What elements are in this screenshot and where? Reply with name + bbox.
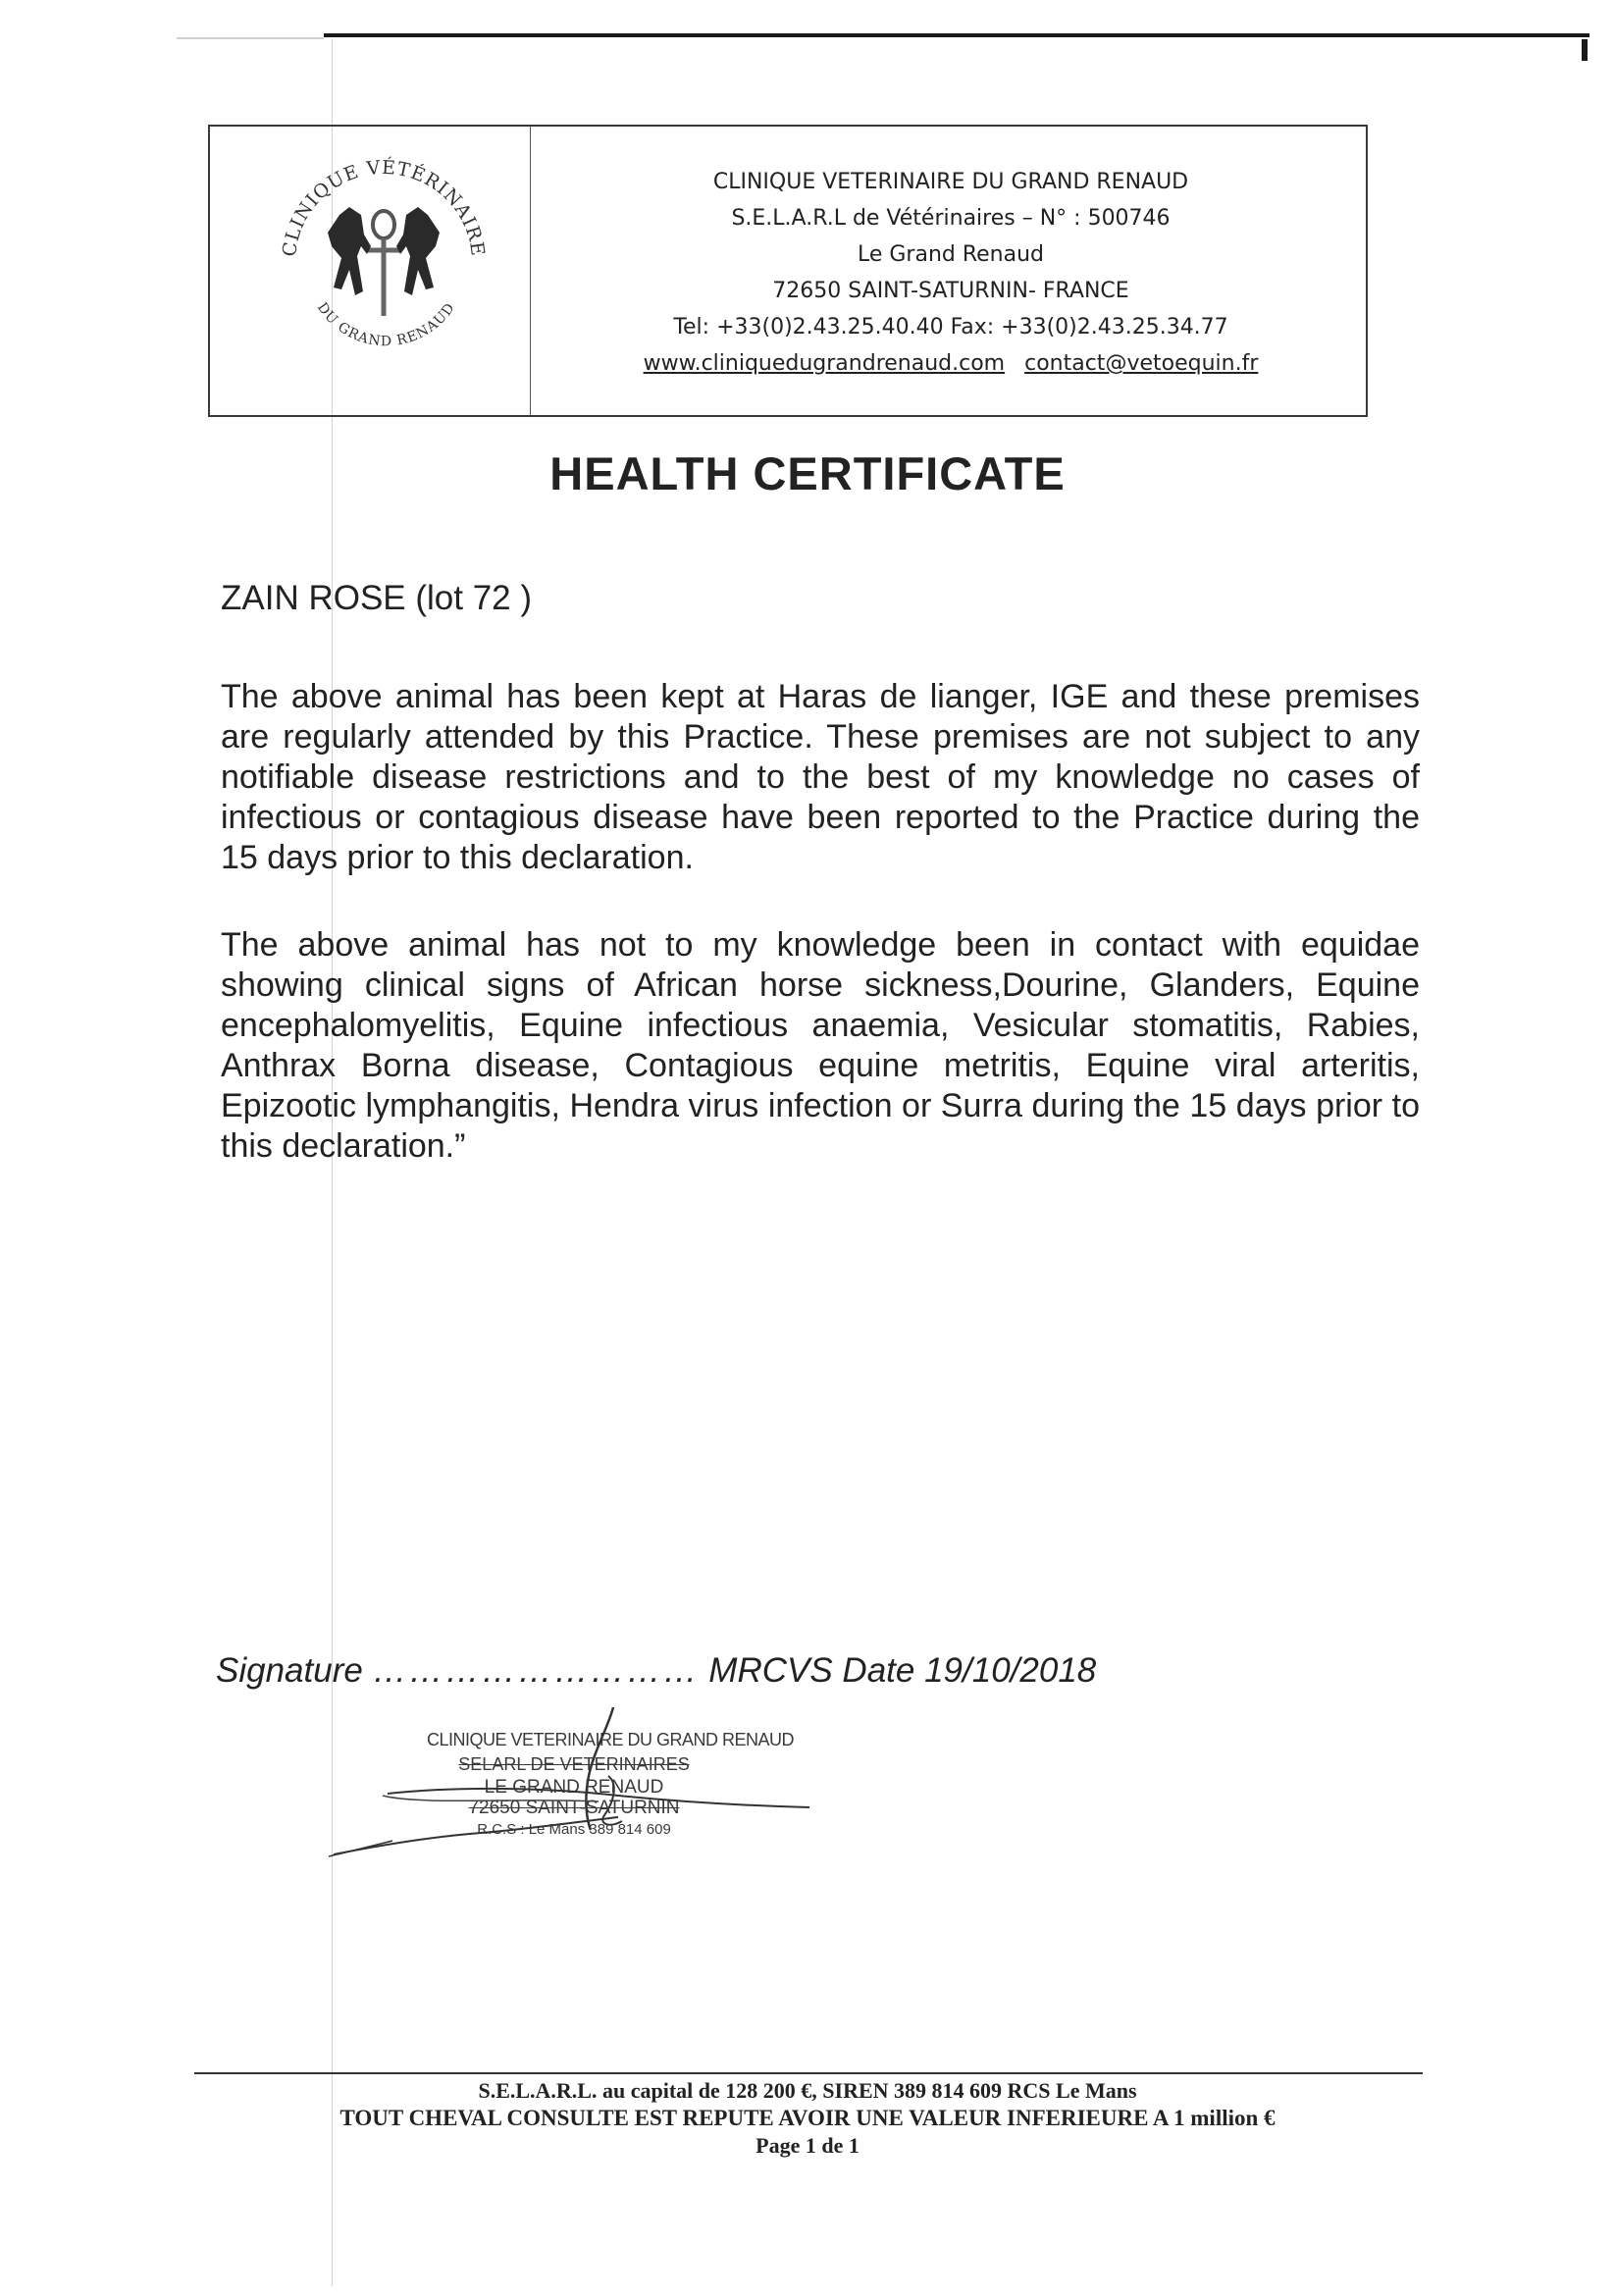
stamp-line-1: CLINIQUE VETERINAIRE DU GRAND RENAUD	[427, 1730, 795, 1749]
letterhead-box	[208, 125, 1368, 417]
horse-left-icon	[328, 207, 371, 295]
clinic-address-line1: Le Grand Renaud	[857, 242, 1045, 267]
scan-artifact-top-faint	[177, 37, 324, 39]
letterhead-divider	[530, 127, 531, 415]
clinic-name: CLINIQUE VETERINAIRE DU GRAND RENAUD	[712, 170, 1189, 194]
stamp-line-5: R.C.S : Le Mans 389 814 609	[477, 1821, 671, 1838]
clinic-phone-fax: Tel: +33(0)2.43.25.40.40 Fax: +33(0)2.43.25.34.77	[673, 315, 1228, 339]
scan-artifact-top-rule	[324, 33, 1589, 37]
handwritten-signature	[324, 1707, 814, 1874]
signature-suffix: MRCVS Date 19/10/2018	[708, 1651, 1097, 1690]
logo-text-bottom: DU GRAND RENAUD	[313, 299, 459, 350]
scan-artifact-top-rule-end	[1582, 39, 1588, 61]
paragraph-diseases: The above animal has not to my knowledge been in contact with equidae showing clinical signs of African horse sickness,Dourine, Glanders, Equine encephalomyelitis, Equine infectious anaemia, Vesicular stomatitis, Rabies, Anthrax Borna disease, Contagious equine metritis, Equine viral arteritis, Epizootic lymphangitis, Hendra virus infection or Surra during the 15 days prior to this declaration.”	[221, 926, 1420, 1165]
footer-company-info: S.E.L.A.R.L. au capital de 128 200 €, SIREN 389 814 609 RCS Le Mans	[478, 2078, 1137, 2103]
signature-line	[216, 1651, 1096, 1691]
clinic-company-line: S.E.L.A.R.L de Vétérinaires – N° : 500746	[731, 206, 1171, 231]
clinic-website-link[interactable]: www.cliniquedugrandrenaud.com	[643, 351, 1006, 376]
clinic-stamp	[324, 1707, 814, 1874]
stamp-line-3: LE GRAND RENAUD	[484, 1777, 664, 1798]
clinic-links	[534, 345, 1368, 382]
footer-rule	[194, 2072, 1423, 2074]
clinic-info	[534, 164, 1368, 382]
clinic-address-line2: 72650 SAINT-SATURNIN- FRANCE	[772, 279, 1129, 303]
horse-right-icon	[396, 207, 440, 295]
logo-text-top: CLINIQUE VÉTÉRINAIRE	[278, 156, 490, 258]
document-title: HEALTH CERTIFICATE	[549, 447, 1066, 499]
signature-dots: ………………………	[372, 1651, 700, 1690]
ankh-icon	[367, 211, 400, 316]
animal-identification: ZAIN ROSE (lot 72 )	[221, 579, 533, 617]
footer-page-number: Page 1 de 1	[755, 2133, 860, 2158]
stamp-line-2: SELARL DE VETERINAIRES	[458, 1754, 690, 1774]
stamp-line-4: 72650 SAINT-SATURNIN	[468, 1798, 680, 1818]
clinic-logo	[271, 144, 496, 370]
paragraph-premises: The above animal has been kept at Haras de lianger, IGE and these premises are regularly attended by this Practice. These premises are not subject to any notifiable disease restrictions and to the best of my knowledge no cases of infectious or contagious disease have been reported to the Practice during the 15 days prior to this declaration.	[221, 678, 1420, 876]
signature-label: Signature	[216, 1651, 363, 1690]
footer-disclaimer: TOUT CHEVAL CONSULTE EST REPUTE AVOIR UNE VALEUR INFERIEURE A 1 million €	[339, 2106, 1276, 2130]
clinic-email-link[interactable]: contact@vetoequin.fr	[1024, 351, 1259, 376]
